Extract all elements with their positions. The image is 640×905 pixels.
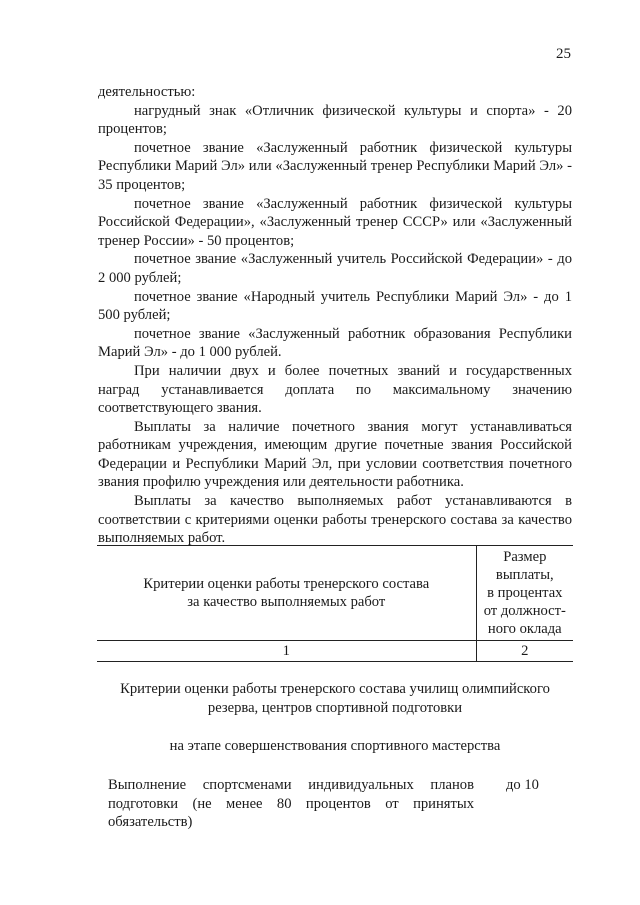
table-number-row xyxy=(97,641,573,662)
section-heading-line: резерва, центров спортивной подготовки xyxy=(207,699,463,716)
criteria-header-line: за качество выполняемых работ xyxy=(187,594,386,610)
column-number-1: 1 xyxy=(97,641,476,662)
paragraph: почетное звание «Народный учитель Республики Марий Эл» - до 1 500 рублей; xyxy=(98,288,572,324)
criteria-table xyxy=(97,545,573,662)
table-header-row xyxy=(97,546,573,641)
paragraph: При наличии двух и более почетных званий и государственных наград устанавливается доплата по максимальному значению соответствующего звания. xyxy=(98,362,572,417)
criterion-value: до 10 xyxy=(506,777,539,793)
stage-heading: на этапе совершенствования спортивного мастерства xyxy=(169,738,501,754)
paragraph: почетное звание «Заслуженный работник образования Республики Марий Эл» - до 1 000 рублей. xyxy=(98,325,572,361)
payment-header-line: выплаты, xyxy=(495,567,554,583)
paragraph: нагрудный знак «Отличник физической культуры и спорта» - 20 процентов; xyxy=(98,102,572,138)
section-heading-line: Критерии оценки работы тренерского состава училищ олимпийского xyxy=(120,681,550,697)
criteria-header-line: Критерии оценки работы тренерского состава xyxy=(143,576,430,592)
paragraph: Выплаты за наличие почетного звания могут устанавливаться работникам учреждения, имеющим другие почетные звания Российской Федерации и Республики Марий Эл, при условии соответствия почетного звания профилю учреждения или деятельности работника. xyxy=(98,418,572,491)
paragraph: деятельностью: xyxy=(98,84,196,100)
payment-column-header xyxy=(476,546,573,641)
criteria-column-header xyxy=(97,546,476,641)
paragraph: почетное звание «Заслуженный работник физической культуры Республики Марий Эл» или «Заслуженный тренер Республики Марий Эл» - 35 процентов; xyxy=(98,139,572,193)
criterion-text: Выполнение спортсменами индивидуальных планов подготовки (не менее 80 процентов от принятых обязательств) xyxy=(108,777,474,831)
page-number: 25 xyxy=(556,46,571,62)
paragraph: почетное звание «Заслуженный учитель Российской Федерации» - до 2 000 рублей; xyxy=(98,251,572,286)
payment-header-line: в процентах xyxy=(487,585,563,601)
payment-header-line: от должност- xyxy=(483,603,566,619)
paragraph: Выплаты за качество выполняемых работ устанавливаются в соответствии с критериями оценки работы тренерского состава за качество выполняемых работ. xyxy=(98,493,572,547)
column-number-2: 2 xyxy=(476,641,573,662)
section-heading xyxy=(98,680,572,717)
paragraph: почетное звание «Заслуженный работник физической культуры Российской Федерации», «Заслуженный тренер СССР» или «Заслуженный тренер России» - 50 процентов; xyxy=(98,195,572,249)
body-text xyxy=(98,83,572,548)
payment-header-line: Размер xyxy=(503,549,547,565)
payment-header-line: ного оклада xyxy=(487,621,562,637)
